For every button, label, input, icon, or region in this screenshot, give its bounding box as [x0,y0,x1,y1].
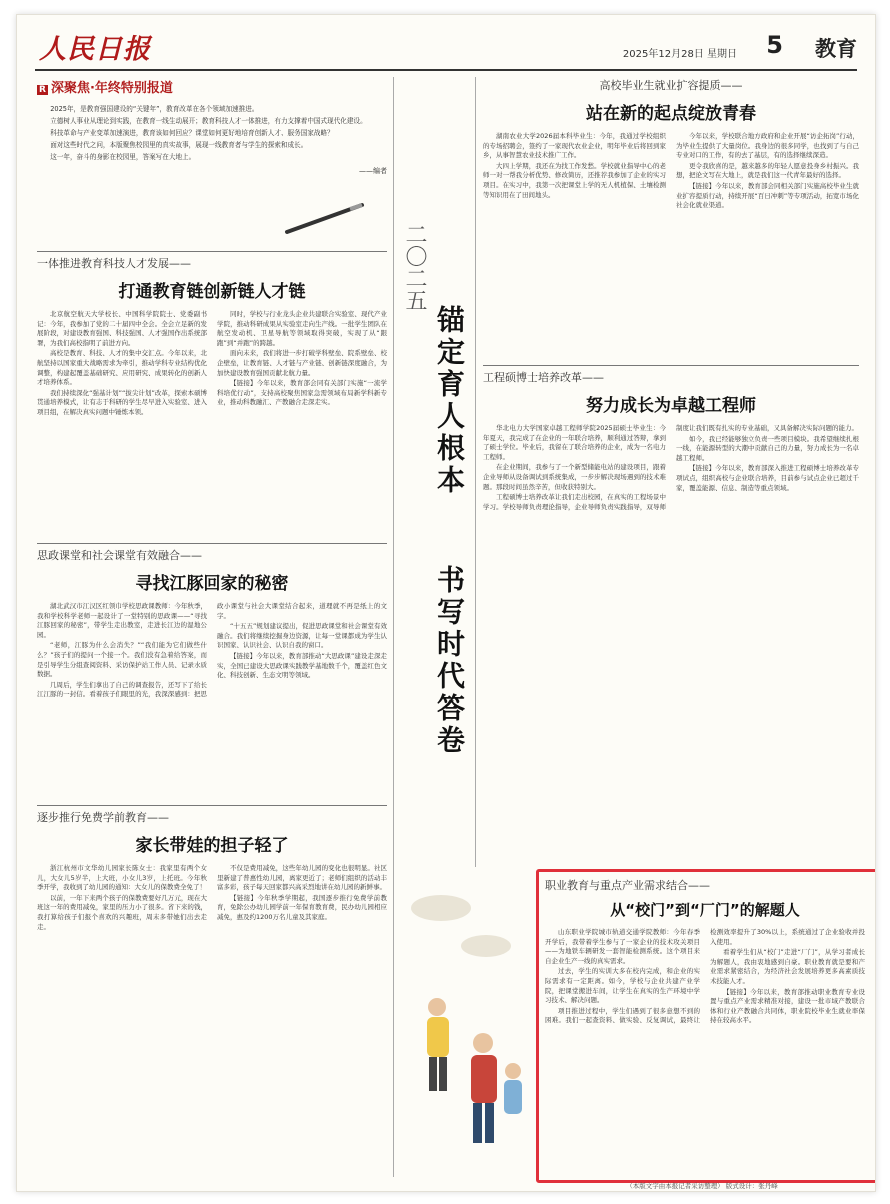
article-1-body: 北京航空航天大学校长、中国科学院院士、党委副书记：今年，我参加了党的二十届四中全会。全会立足新的发展阶段，对建设教育强国、科技强国、人才强国作出系统部署，为我们高校指明了前进方向。 高校是教育、科技、人才的集中交汇点。今年以来，北航坚持以国家重大战略需求为牵引，推动学科专业结构优化调整，构建起覆盖基础研究、应用研究、成果转化的创新人才培养体系。 我们持续深化“强基计划”“拔尖计划”改革，探索本硕博贯通培养模式，让有志于科研的学生尽早进入实验室、进入项目组，在解决真实问题中锤炼本领。 同时，学校与行业龙头企业共建联合实验室、现代产业学院，推动科研成果从实验室走向生产线。一批学生团队在航空发动机、卫星导航等领域取得突破，实现了从“跟跑”到“并跑”的跨越。 面向未来，我们将进一步打破学科壁垒、院系壁垒、校企壁垒，让教育链、人才链与产业链、创新链深度融合，为加快建设教育强国贡献北航力量。 【链接】今年以来，教育部会同有关部门实施“一流学科培优行动”，支持高校聚焦国家急需领域布局新学科新专业，推动科教融汇、产教融合走深走实。 [37,310,387,416]
article-5-body: 华北电力大学国家卓越工程师学院2025届硕士毕业生：今年夏天，我完成了在企业的一年联合培养，顺利通过答辩，拿到了硕士学位。毕业后，我留在了联合培养的企业，成为一名电力工程师。 在企业期间，我参与了一个新型储能电站的建设项目，跟着企业导师从设备调试到系统集成，一步步解决现场遇到的技术难题。那段时间虽然辛苦，但收获特别大。 工程硕博士培养改革让我们走出校园，在真实的工程场景中学习。学校导师负责理论指导，企业导师负责实践指导，双导师制度让我们既有扎实的专业基础，又具备解决实际问题的能力。 如今，我已经能够独立负责一些项目模块。我希望继续扎根一线，在能源转型的大潮中贡献自己的力量，努力成长为一名卓越工程师。 【链接】今年以来，教育部深入推进工程硕博士培养改革专项试点，组织高校与企业联合培养，目前参与试点企业已超过千家，覆盖能源、信息、制造等重点领域。 [483,424,859,511]
section-name: 教育 [815,37,857,61]
masthead [35,25,857,71]
article-1-kicker: 一体推进教育科技人才发展—— [37,257,191,270]
newspaper-logo: 人民日报 [39,34,151,65]
article-6-body: 山东职业学院城市轨道交通学院教师：今年春季开学后，我带着学生参与了一家企业的技术攻关项目——为地铁车辆研发一套智能检测系统。这个项目来自企业生产一线的真实需求。 过去，学生的实训大多在校内完成，和企业的实际需求有一定距离。如今，学校与企业共建产业学院，把课堂搬进车间，让学生在真实的生产环境中学习技术、解决问题。 项目推进过程中，学生们遇到了很多意想不到的困难。我们一起查资料、做实验、反复调试，最终让检测效率提升了30%以上，系统通过了企业验收并投入使用。 看着学生们从“校门”走进“厂门”，从学习者成长为解题人，我由衷地感到自豪。职业教育就是要和产业需求紧密结合，为经济社会发展培养更多高素质技术技能人才。 【链接】今年以来，教育部推动职业教育专业设置与重点产业需求精准对接，建设一批市域产教联合体和行业产教融合共同体，职业院校毕业生就业率保持在较高水平。 [545,928,865,1025]
focus-title: 深聚焦·年终特别报道 [50,81,173,96]
main-headline-2: 书写时代答卷 [433,565,466,757]
article-3 [37,809,387,1192]
article-4-title: 站在新的起点绽放青春 [586,104,756,124]
article-5 [483,369,859,884]
article-4-body: 湖南农业大学2026届本科毕业生：今年，我通过学校组织的专场招聘会，签约了一家现代农业企业，明年毕业后将回到家乡，从事智慧农业技术推广工作。 大四上学期，我还在为找工作发愁。学校就业指导中心的老师一对一帮我分析优势、修改简历，还推荐我参加了企业的实习项目。在实习中，我第一次把课堂上学的无人机植保、土壤检测等知识用在了田间地头。 今年以来，学校联合地方政府和企业开展“访企拓岗”行动，为毕业生提供了大量岗位。我身边的很多同学，也找到了与自己专业对口的工作，有的去了基层，有的选择继续深造。 更令我欣喜的是，越来越多的年轻人愿意投身乡村振兴。我想，把论文写在大地上，就是我们这一代青年最好的选择。 【链接】今年以来，教育部会同相关部门实施高校毕业生就业扩容提质行动，持续开展“百日冲刺”等专项活动，拓宽市场化社会化就业渠道。 [483,132,859,210]
classroom-illustration [401,875,533,1185]
students-figures [401,875,533,1185]
article-2 [37,547,387,820]
newspaper-page [16,14,876,1192]
focus-signature: ——编者 [359,167,387,175]
article-2-kicker: 思政课堂和社会课堂有效融合—— [37,549,202,562]
article-6-kicker: 职业教育与重点产业需求结合—— [545,879,710,892]
focus-intro-text: 2025年，是教育强国建设的“关键年”，教育改革在各个领域加速推进。 立德树人事业从理论到实践，在教育一线生动展开；教育科技人才一体推进，有力支撑着中国式现代化建设。 科技革命与产业变革加速演进，教育该如何回应？课堂如何更好地培育创新人才、服务国家战略？ 面对这些时代之问，本版聚焦校园里的真实故事，展现一线教育者与学生的探索和成长。 这一年，奋斗的身影在校园里，答案写在大地上。 [50,105,367,161]
main-headline-1: 锚定育人根本 [433,305,466,497]
article-2-title: 寻找江豚回家的秘密 [135,574,289,594]
article-5-title: 努力成长为卓越工程师 [586,396,756,416]
issue-date: 2025年12月28日 星期日 [622,49,737,60]
article-6-title: 从“校门”到“厂门”的解题人 [610,901,800,919]
focus-badge: R [39,85,46,95]
article-5-kicker: 工程硕博士培养改革—— [483,371,604,384]
article-6 [545,877,865,1176]
article-2-body: 湖北武汉市江汉区红领巾学校思政课教师：今年秋季，我和学校科学老师一起设计了一堂特别的思政课——“寻找江豚回家的秘密”，带学生走出教室，走进长江边的湿地公园。 “老师，江豚为什么会消失？”“我们能为它们做些什么？”孩子们的提问一个接一个。我们没有急着给答案，而是引导学生分组查阅资料、采访保护站工作人员、记录水质数据。 几周后，学生们拿出了自己的调查报告，还写下了给长江江豚的一封信。看着孩子们眼里的光，我深深感到：把思政小课堂与社会大课堂结合起来，道理就不再是纸上的文字。 “十五五”规划建议提出，促进思政课堂和社会课堂有效融合。我们将继续挖掘身边资源，让每一堂课都成为学生认识国家、认识社会、认识自我的窗口。 【链接】今年以来，教育部推动“大思政课”建设走深走实，全国已建设大思政课实践教学基地数千个，覆盖红色文化、科技创新、生态文明等领域。 [37,602,387,699]
year-title: 二〇二五 [402,223,427,311]
focus-intro [37,77,387,247]
article-3-body: 浙江杭州市文华幼儿园家长陈女士：我家里有两个女儿，大女儿5岁半，上大班，小女儿3岁，上托班。今年秋季开学，我收到了幼儿园的通知：大女儿的保教费全免了！ 以前，一年下来两个孩子的保教费要好几万元，现在大班这一年的费用减免，家里的压力小了很多。省下来的钱，我打算给孩子们报个喜欢的兴趣班，周末多带她们出去走走。 不仅是费用减免，这些年幼儿园的变化也很明显。社区里新建了普惠性幼儿园，离家更近了；老师们组织的活动丰富多彩，孩子每天回家都兴高采烈地讲在幼儿园的新鲜事。 【链接】今年秋季学期起，我国逐步推行免费学前教育，免除公办幼儿园学前一年保育教育费，民办幼儿园相应减免，惠及约1200万名儿童及其家庭。 [37,864,387,931]
page-credit: （本版文字由本报记者采访整理） 版式设计：张丹峰 [626,1182,778,1190]
article-1 [37,255,387,558]
article-3-kicker: 逐步推行免费学前教育—— [37,811,169,824]
article-4-kicker: 高校毕业生就业扩容提质—— [599,79,743,92]
article-3-title: 家长带娃的担子轻了 [135,836,289,856]
article-1-title: 打通教育链创新链人才链 [118,282,306,302]
pen-illustration [282,197,372,237]
article-4 [483,77,859,382]
page-number: 5 [766,31,783,59]
